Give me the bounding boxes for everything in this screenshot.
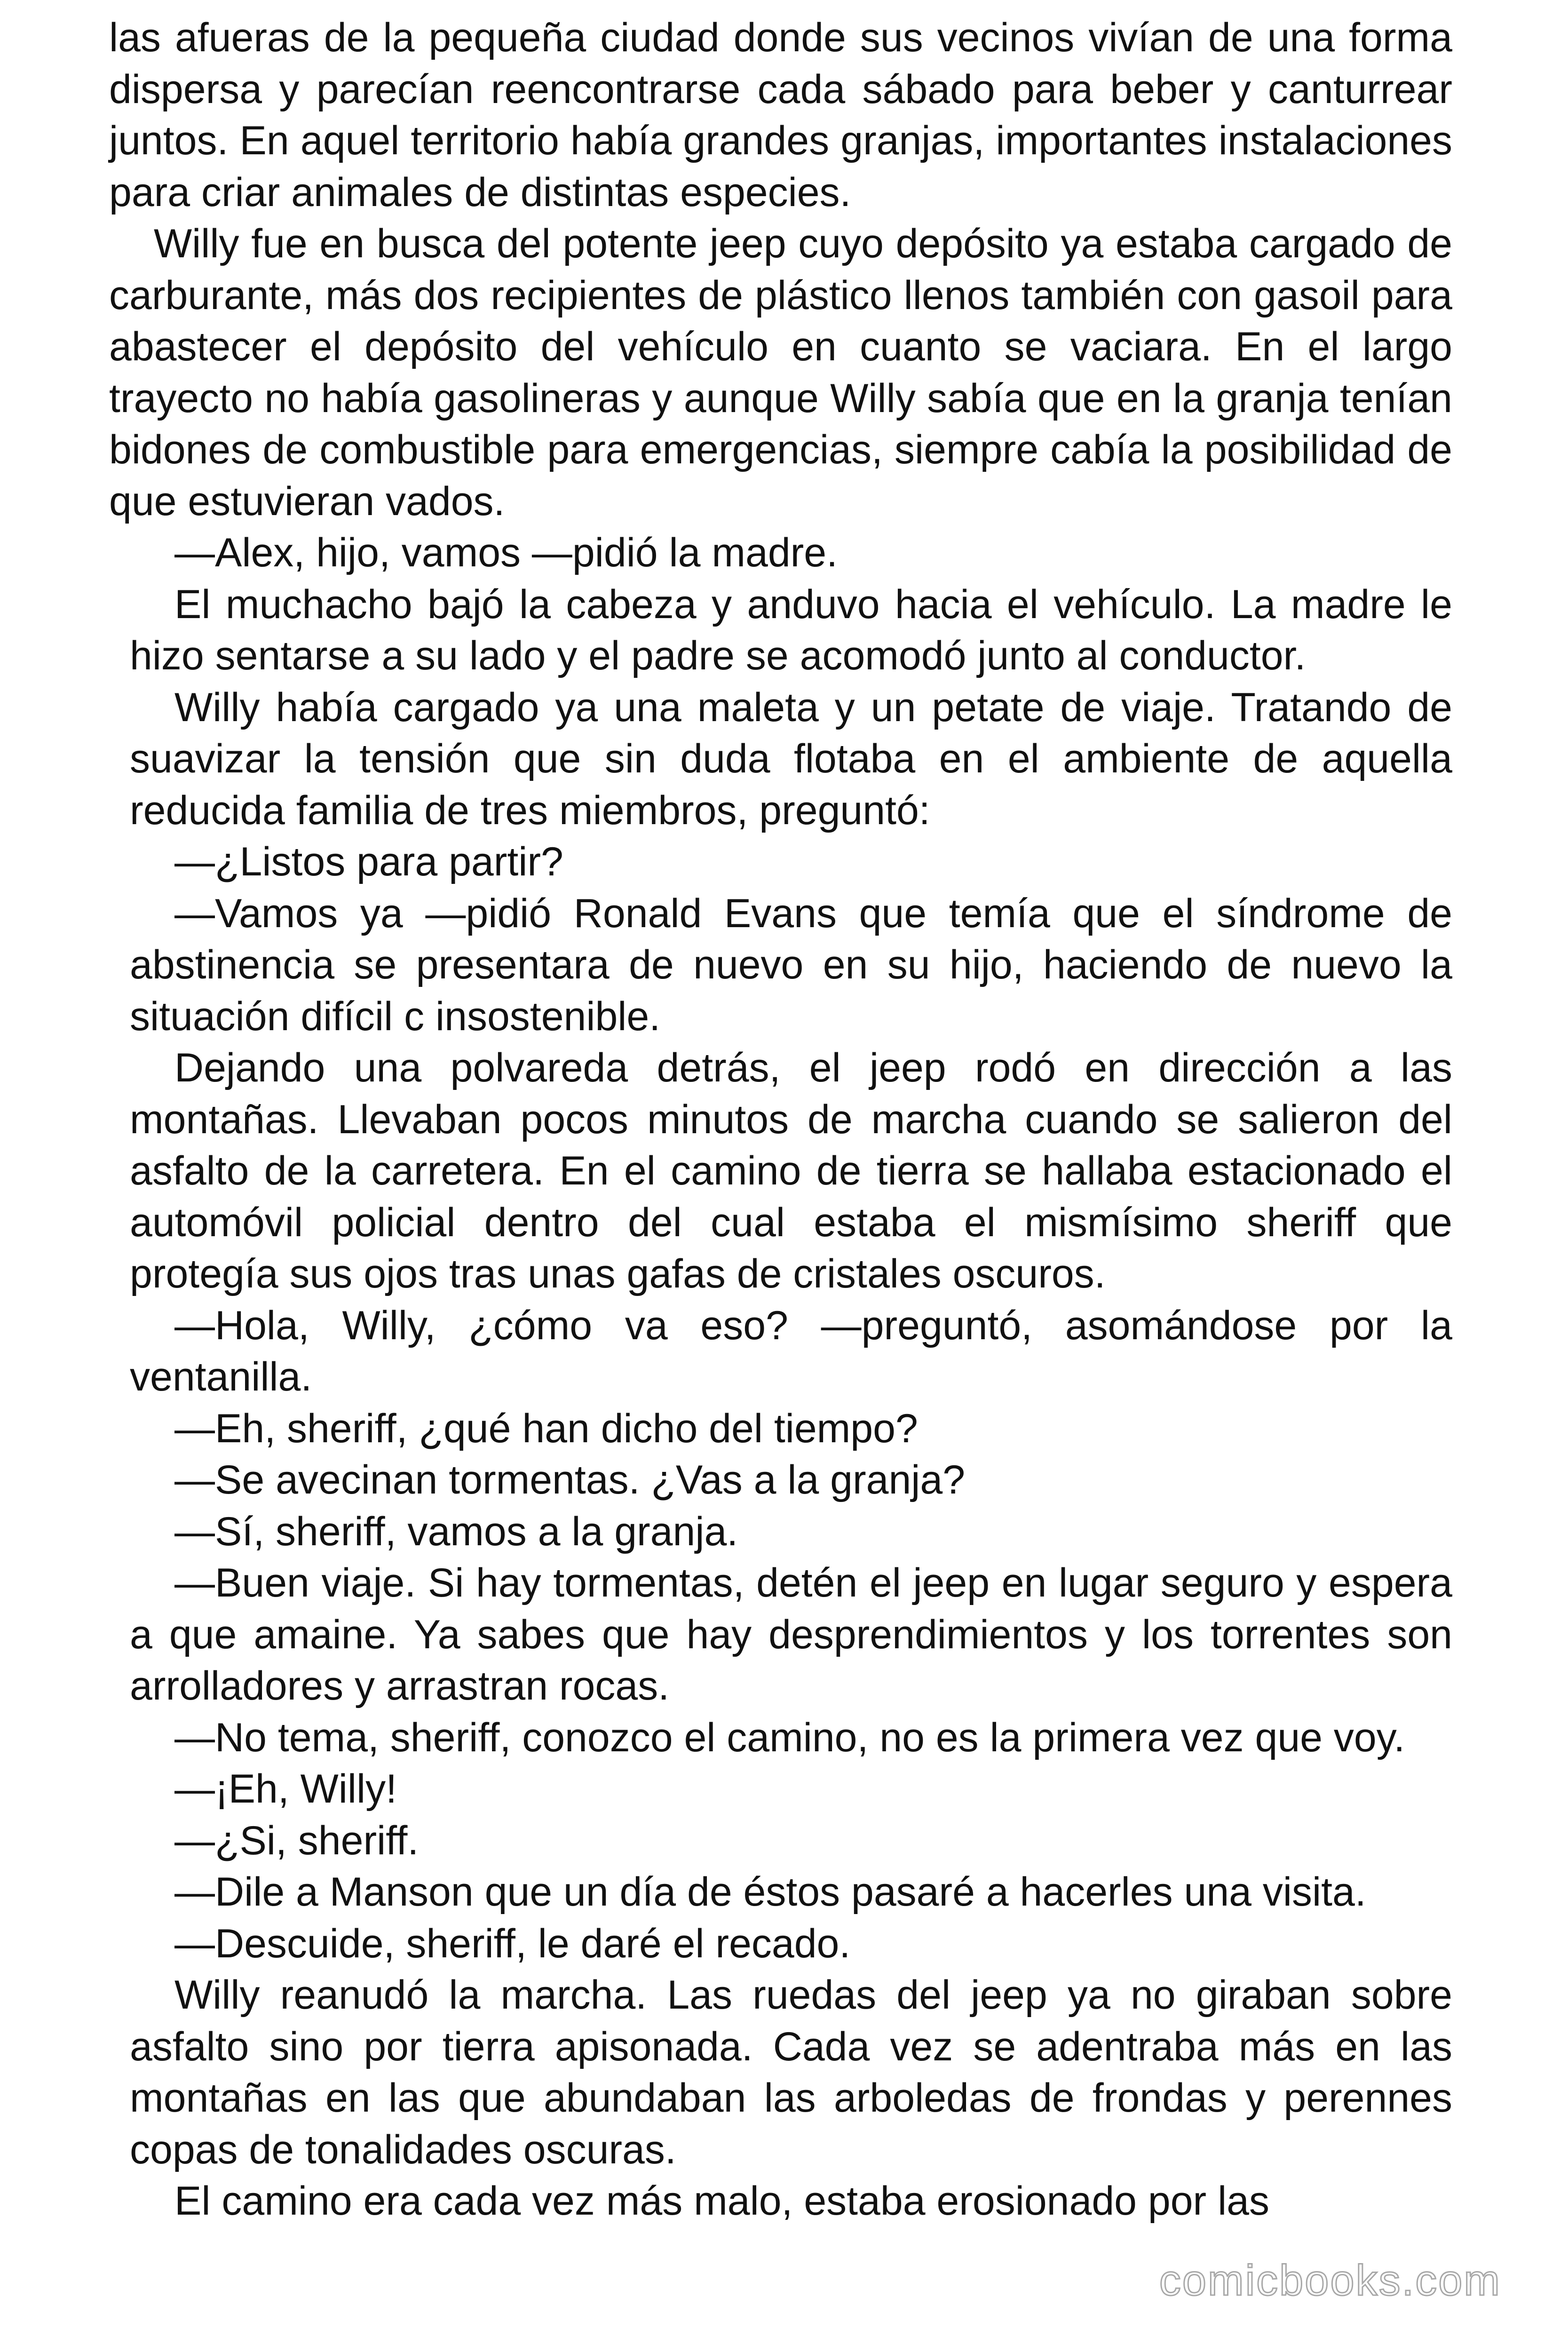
- watermark-logo: comicbooks.com: [1159, 2257, 1501, 2304]
- paragraph: —Sí, sheriff, vamos a la granja.: [174, 1509, 738, 1554]
- text-column-lower: [130, 527, 1452, 2227]
- paragraph: Willy fue en busca del potente jeep cuyo depósito ya estaba cargado de carburante, más dos recipientes de plástico llenos también con gasoil para abastecer el depósito del vehículo en cuanto se vaciara. En el largo trayecto no había gasolineras y aunque Willy sabía que en la granja tenían bidones de combustible para emergencias, siempre cabía la posibilidad de que estuvieran vados.: [109, 221, 1452, 524]
- paragraph: —Dile a Manson que un día de éstos pasaré a hacerles una visita.: [174, 1869, 1366, 1915]
- paragraph: Willy había cargado ya una maleta y un petate de viaje. Tratando de suavizar la tensión que sin duda flotaba en el ambiente de aquella reducida familia de tres miembros, preguntó:: [130, 684, 1452, 833]
- paragraph: —Eh, sheriff, ¿qué han dicho del tiempo?: [174, 1406, 918, 1451]
- paragraph: —¿Listos para partir?: [174, 839, 563, 884]
- paragraph: Willy reanudó la marcha. Las ruedas del jeep ya no giraban sobre asfalto sino por tierra apisonada. Cada vez se adentraba más en las montañas en las que abundaban las arboledas de frondas y perennes copas de tonalidades oscuras.: [130, 1972, 1452, 2172]
- paragraph: —¿Si, sheriff.: [174, 1818, 419, 1863]
- paragraph: —Descuide, sheriff, le daré el recado.: [174, 1921, 851, 1966]
- paragraph: —Buen viaje. Si hay tormentas, detén el jeep en lugar seguro y espera a que amaine. Ya sabes que hay desprendimientos y los torrentes son arrolladores y arrastran rocas.: [130, 1560, 1452, 1708]
- paragraph: las afueras de la pequeña ciudad donde sus vecinos vivían de una forma dispersa y parecían reencontrarse cada sábado para beber y canturrear juntos. En aquel territorio había grandes granjas, importantes instalaciones para criar animales de distintas especies.: [109, 15, 1452, 215]
- paragraph: —Hola, Willy, ¿cómo va eso? —preguntó, asomándose por la ventanilla.: [130, 1303, 1452, 1399]
- paragraph: El muchacho bajó la cabeza y anduvo hacia el vehículo. La madre le hizo sentarse a su lado y el padre se acomodó junto al conductor.: [130, 581, 1452, 678]
- paragraph: El camino era cada vez más malo, estaba erosionado por las: [174, 2178, 1270, 2224]
- paragraph: —No tema, sheriff, conozco el camino, no es la primera vez que voy.: [174, 1715, 1405, 1760]
- paragraph: —Alex, hijo, vamos —pidió la madre.: [174, 530, 838, 575]
- paragraph: —Vamos ya —pidió Ronald Evans que temía que el síndrome de abstinencia se presentara de nuevo en su hijo, haciendo de nuevo la situación difícil c insostenible.: [130, 890, 1452, 1039]
- paragraph: —¡Eh, Willy!: [174, 1766, 397, 1812]
- paragraph: —Se avecinan tormentas. ¿Vas a la granja?: [174, 1457, 966, 1502]
- paragraph: Dejando una polvareda detrás, el jeep rodó en dirección a las montañas. Llevaban pocos minutos de marcha cuando se salieron del asfalto de la carretera. En el camino de tierra se hallaba estacionado el automóvil policial dentro del cual estaba el mismísimo sheriff que protegía sus ojos tras unas gafas de cristales oscuros.: [130, 1045, 1452, 1296]
- text-column-upper: [109, 12, 1452, 527]
